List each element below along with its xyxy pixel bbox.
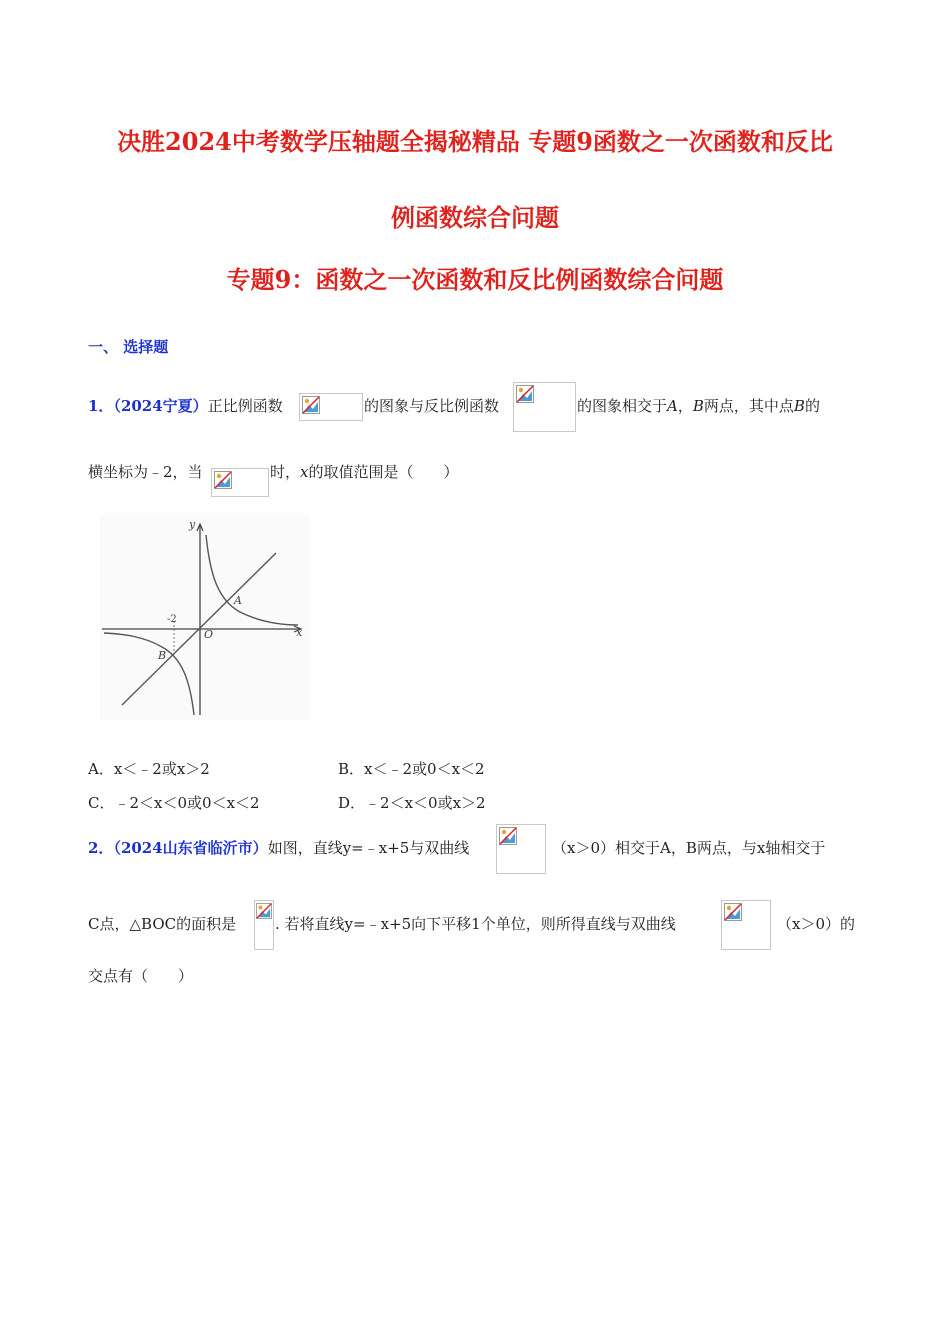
broken-image-icon	[724, 903, 742, 921]
q1-text-g: 时，	[270, 463, 301, 481]
q2-line2	[88, 914, 236, 934]
q2-text-a: 如图，直线y=﹣x+5与双曲线	[267, 839, 470, 857]
q1-source: （2024宁夏）	[113, 397, 208, 415]
graph-y-label: y	[189, 518, 196, 531]
q1-number: 1．	[88, 397, 114, 415]
q1-option-c: C．﹣2＜x＜0或0＜x＜2	[88, 794, 260, 812]
q1-text-d: 两点，其中点	[703, 397, 794, 415]
q2-source: （2024山东省临沂市）	[113, 839, 268, 857]
q2-text-b: （x＞0）相交于A，B两点，与x轴相交于	[552, 839, 826, 857]
q2-line1-b	[552, 838, 825, 858]
q2-text-f: 交点有（ ）	[88, 967, 194, 985]
q1-text-b: 的图象与反比例函数	[364, 397, 500, 415]
q1-text-c: 的图象相交于	[577, 397, 668, 415]
q1-comma: ，	[677, 397, 693, 415]
graph-point-a-label: A	[234, 594, 242, 607]
q1-line2-b	[270, 462, 459, 482]
q2-text-e: （x＞0）的	[777, 915, 856, 933]
q1-line2	[88, 462, 203, 482]
document-title-line1: 决胜2024中考数学压轴题全揭秘精品 专题9函数之一次函数和反比	[117, 127, 833, 156]
q2-text-c: C点，△BOC的面积是	[88, 915, 237, 933]
formula-image-placeholder	[721, 900, 771, 950]
q1-option-b: B．x＜﹣2或0＜x＜2	[338, 760, 485, 778]
graph-x-label: x	[296, 626, 303, 639]
formula-image-placeholder	[211, 468, 269, 497]
q1-point-a: A	[667, 397, 678, 415]
formula-image-placeholder	[299, 393, 363, 421]
q1-var-x: x	[300, 463, 309, 481]
q1-point-b2: B	[793, 397, 805, 415]
q2-line1	[88, 838, 469, 858]
formula-image-placeholder	[496, 824, 546, 874]
broken-image-icon	[302, 396, 320, 414]
formula-image-placeholder	[513, 382, 576, 432]
document-subtitle: 专题9：函数之一次函数和反比例函数综合问题	[226, 265, 724, 294]
q1-line1-c	[577, 396, 820, 416]
broken-image-icon	[256, 903, 272, 919]
q1-line1-b	[364, 396, 499, 416]
graph-point-b-label: B	[158, 649, 167, 662]
document-title-line2: 例函数综合问题	[391, 203, 559, 232]
q1-text-f: 横坐标为﹣2，当	[88, 463, 203, 481]
q1-text-e: 的	[804, 397, 820, 415]
q2-line2-c	[777, 914, 855, 934]
section-heading: 一、 选择题	[88, 338, 169, 356]
broken-image-icon	[516, 385, 534, 403]
q1-text-a: 正比例函数	[207, 397, 283, 415]
q1-point-b: B	[692, 397, 704, 415]
q1-option-d: D．﹣2＜x＜0或x＞2	[338, 794, 486, 812]
broken-image-icon	[214, 471, 232, 489]
broken-image-icon	[499, 827, 517, 845]
graph-origin-label: O	[204, 628, 214, 641]
q2-text-d: . 若将直线y=﹣x+5向下平移1个单位，则所得直线与双曲线	[275, 915, 676, 933]
q1-option-a: A．x＜﹣2或x＞2	[88, 760, 210, 778]
q1-text-h: 的取值范围是（ ）	[308, 463, 459, 481]
q1-line1	[88, 396, 283, 416]
graph-tick-label: -2	[167, 614, 177, 625]
graph-background	[100, 515, 310, 720]
q2-line3	[88, 966, 193, 986]
q2-number: 2．	[88, 839, 114, 857]
function-graph	[100, 515, 310, 720]
q2-line2-b	[275, 914, 676, 934]
formula-image-placeholder	[254, 900, 274, 950]
